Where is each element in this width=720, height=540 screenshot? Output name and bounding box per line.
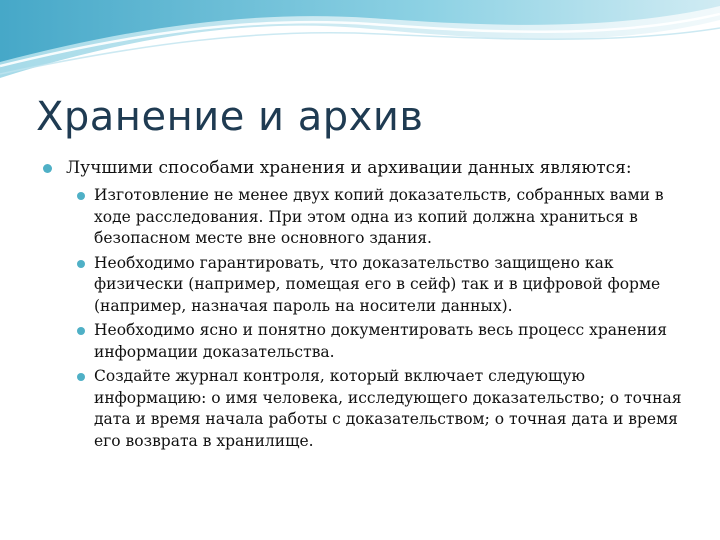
list-item [40,253,690,318]
slide-title: Хранение и архив [36,94,424,140]
bullet-icon [77,260,85,268]
intro-text: Лучшими способами хранения и архивации данных являются: [66,158,632,178]
header-wave-decoration [0,0,720,90]
list-item [40,185,690,250]
sub-bullet-list [40,185,690,452]
bullet-icon [77,373,85,381]
list-item-text: Необходимо гарантировать, что доказательство защищено как физически (например, помещая его в сейф) так и в цифровой форме (например, назначая пароль на носители данных). [94,253,661,315]
list-item-text: Необходимо ясно и понятно документировать весь процесс хранения информации доказательства. [94,321,667,361]
list-item [40,366,690,452]
list-item-text: Изготовление не менее двух копий доказательств, собранных вами в ходе расследования. При этом одна из копий должна храниться в безопасном месте вне основного здания. [94,186,664,247]
list-item-text: Создайте журнал контроля, который включает следующую информацию: o имя человека, исследующего доказательство; o точная дата и время начала работы с доказательством; o точная дата и время его возврата в хранилище. [94,367,682,450]
list-item [40,320,690,363]
slide-body [40,158,690,455]
bullet-icon [77,192,85,200]
bullet-icon [77,327,85,335]
bullet-icon [43,164,52,173]
intro-bullet [40,158,690,179]
